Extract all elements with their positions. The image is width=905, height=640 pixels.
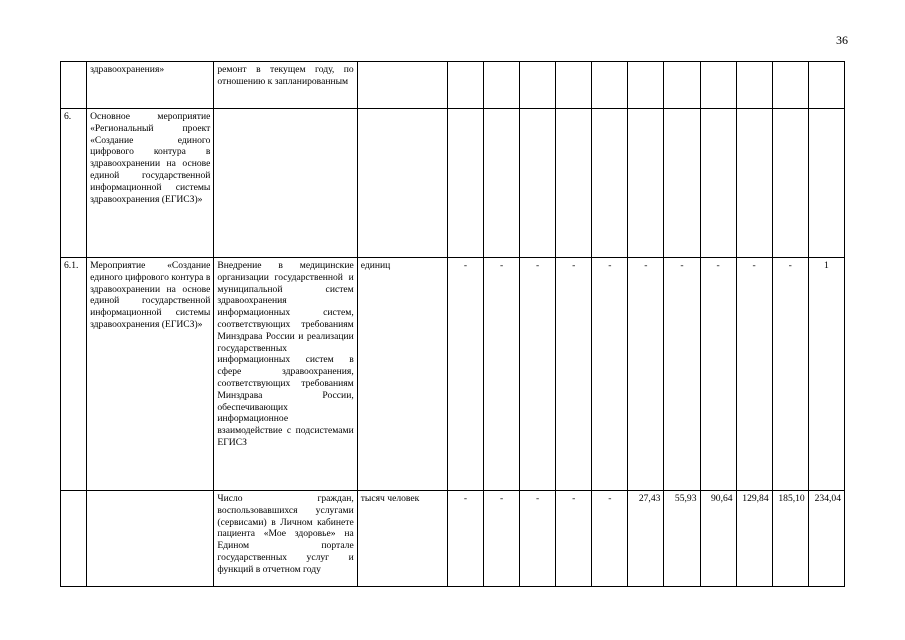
- value-cell: -: [592, 258, 628, 491]
- unit-cell: единиц: [357, 258, 447, 491]
- value-cell: -: [628, 258, 664, 491]
- value-cell: [700, 62, 736, 109]
- value-cell: [808, 109, 844, 258]
- value-cell: [447, 62, 483, 109]
- table-row: [61, 109, 845, 258]
- row-number-cell: [61, 491, 87, 587]
- value-cell: [772, 109, 808, 258]
- value-cell: -: [447, 491, 483, 587]
- event-name-cell: здравоохранения»: [87, 62, 214, 109]
- event-name-cell: Основное мероприятие «Региональный проект «Создание единого цифрового контура в здравоохранении на основе единой государственной информационной системы здравоохранения (ЕГИСЗ)»: [87, 109, 214, 258]
- value-cell: [484, 62, 520, 109]
- value-cell: -: [484, 491, 520, 587]
- value-cell: 1: [808, 258, 844, 491]
- page-number: 36: [836, 33, 848, 47]
- value-cell: 234,04: [808, 491, 844, 587]
- value-cell: [664, 62, 700, 109]
- value-cell: 90,64: [700, 491, 736, 587]
- value-cell: [592, 109, 628, 258]
- value-cell: [808, 62, 844, 109]
- unit-cell: [357, 62, 447, 109]
- value-cell: 129,84: [736, 491, 772, 587]
- value-cell: [520, 62, 556, 109]
- value-cell: -: [556, 258, 592, 491]
- value-cell: [556, 109, 592, 258]
- table-row: [61, 62, 845, 109]
- event-name-cell: [87, 491, 214, 587]
- value-cell: -: [520, 258, 556, 491]
- event-name-cell: Мероприятие «Создание единого цифрового контура в здравоохранении на основе единой государственной информационной системы здравоохранения (ЕГИСЗ)»: [87, 258, 214, 491]
- indicator-cell: [214, 109, 357, 258]
- indicator-cell: ремонт в текущем году, по отношению к запланированным: [214, 62, 357, 109]
- value-cell: 55,93: [664, 491, 700, 587]
- unit-cell: тысяч человек: [357, 491, 447, 587]
- value-cell: [700, 109, 736, 258]
- value-cell: [592, 62, 628, 109]
- value-cell: -: [664, 258, 700, 491]
- value-cell: [484, 109, 520, 258]
- value-cell: [520, 109, 556, 258]
- program-table: [60, 61, 845, 587]
- value-cell: -: [556, 491, 592, 587]
- value-cell: -: [736, 258, 772, 491]
- unit-cell: [357, 109, 447, 258]
- value-cell: -: [592, 491, 628, 587]
- table-row: [61, 491, 845, 587]
- row-number-cell: 6.: [61, 109, 87, 258]
- value-cell: 27,43: [628, 491, 664, 587]
- value-cell: -: [772, 258, 808, 491]
- value-cell: -: [447, 258, 483, 491]
- row-number-cell: [61, 62, 87, 109]
- value-cell: -: [484, 258, 520, 491]
- value-cell: [664, 109, 700, 258]
- value-cell: [772, 62, 808, 109]
- indicator-cell: Число граждан, воспользовавшихся услугами (сервисами) в Личном кабинете пациента «Мое здоровье» на Едином портале государственных услуг и функций в отчетном году: [214, 491, 357, 587]
- value-cell: [556, 62, 592, 109]
- table-row: [61, 258, 845, 491]
- row-number-cell: 6.1.: [61, 258, 87, 491]
- value-cell: [628, 62, 664, 109]
- value-cell: -: [700, 258, 736, 491]
- value-cell: 185,10: [772, 491, 808, 587]
- value-cell: [736, 109, 772, 258]
- value-cell: [736, 62, 772, 109]
- value-cell: [447, 109, 483, 258]
- value-cell: [628, 109, 664, 258]
- indicator-cell: Внедрение в медицинские организации государственной и муниципальной систем здравоохранения информационных систем, соответствующих требованиям Минздрава России и реализации государственных информационных систем в сфере здравоохранения, соответствующих требованиям Минздрава России, обеспечивающих информационное взаимодействие с подсистемами ЕГИСЗ: [214, 258, 357, 491]
- value-cell: -: [520, 491, 556, 587]
